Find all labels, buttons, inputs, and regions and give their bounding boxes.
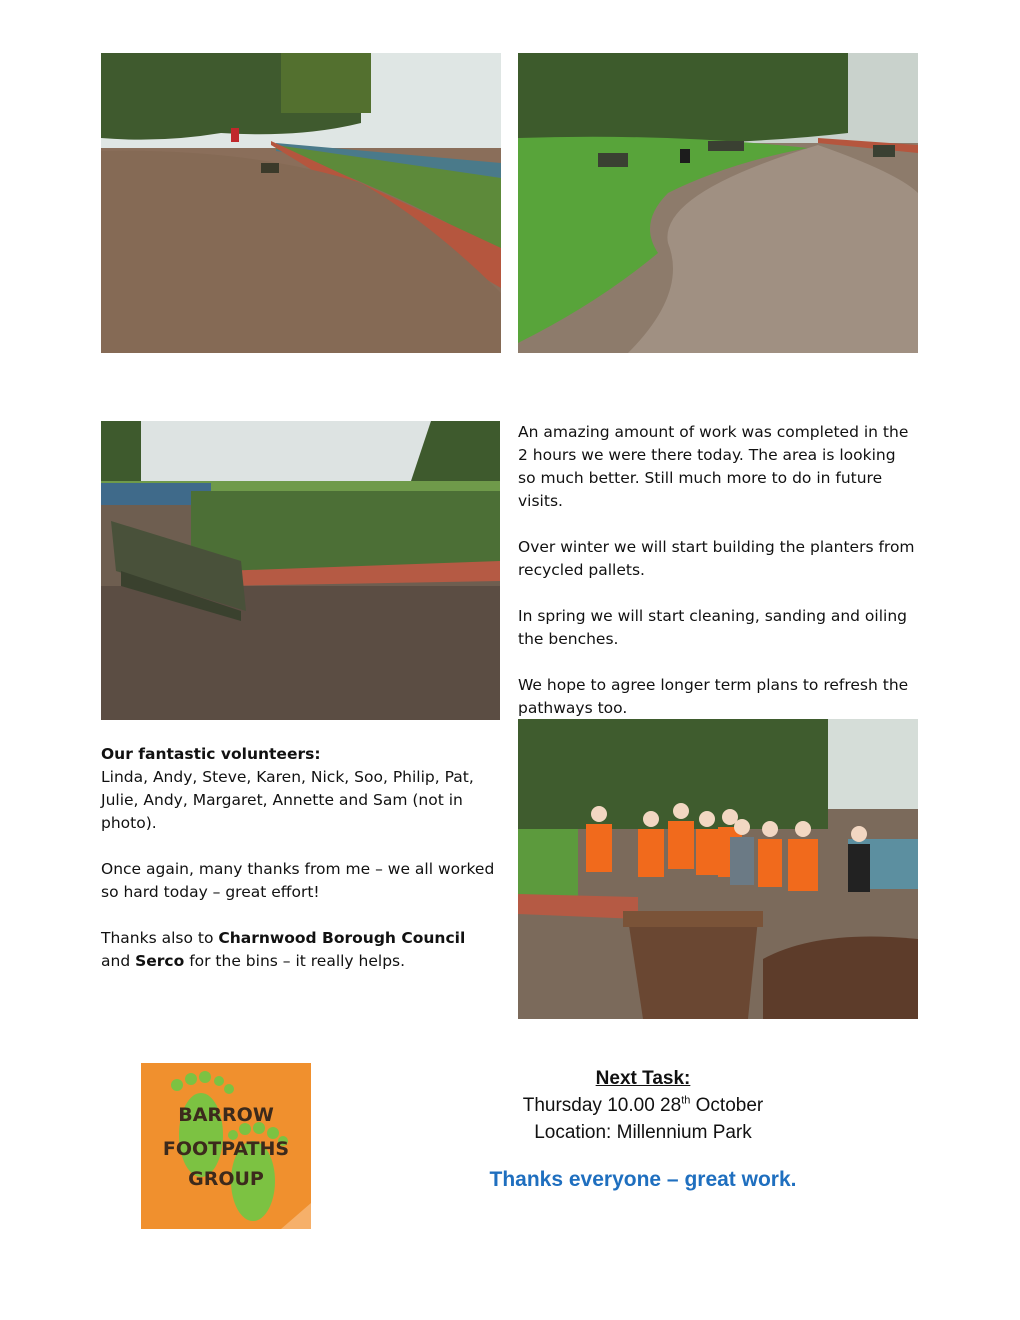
bins-suffix: for the bins – it really helps. xyxy=(184,952,406,970)
photo-canal-path xyxy=(101,53,501,353)
next-task-day-time: Thursday 10.00 28 xyxy=(522,1095,682,1116)
thanks-paragraph: Once again, many thanks from me – we all worked so hard today – great effort! xyxy=(101,860,495,901)
photo-volunteers-group xyxy=(518,719,918,1019)
bins-and: and xyxy=(101,952,136,970)
logo-text-barrow: BARROW xyxy=(178,1104,274,1126)
next-task-ordinal: th xyxy=(681,1094,691,1107)
update-text xyxy=(518,421,918,743)
next-task-date xyxy=(460,1092,826,1119)
next-task-location: Location: Millennium Park xyxy=(534,1122,752,1143)
serco-name: Serco xyxy=(135,952,185,970)
next-task-month: October xyxy=(690,1095,764,1116)
volunteers-names: Linda, Andy, Steve, Karen, Nick, Soo, Philip, Pat, Julie, Andy, Margaret, Annette and Sam (not in photo). xyxy=(101,768,474,832)
photo-park-benches xyxy=(518,53,918,353)
volunteers-text xyxy=(101,743,496,996)
volunteers-heading: Our fantastic volunteers: xyxy=(101,745,321,763)
paragraph-winter: Over winter we will start building the planters from recycled pallets. xyxy=(518,538,915,579)
logo-text-footpaths: FOOTPATHS xyxy=(162,1138,290,1160)
logo-text-group: GROUP xyxy=(188,1168,264,1190)
closing-thanks: Thanks everyone – great work. xyxy=(489,1168,797,1191)
volunteers-paragraph xyxy=(101,743,496,835)
paragraph-work-done: An amazing amount of work was completed in the 2 hours we were there today. The area is looking so much better. Still much more to do in future visits. xyxy=(518,423,909,510)
next-task-block xyxy=(460,1065,826,1146)
next-task-heading: Next Task: xyxy=(595,1068,691,1089)
paragraph-spring: In spring we will start cleaning, sanding and oiling the benches. xyxy=(518,607,907,648)
photo-bench-canal xyxy=(101,421,500,720)
paragraph-pathways: We hope to agree longer term plans to refresh the pathways too. xyxy=(518,676,909,717)
bins-prefix: Thanks also to xyxy=(101,929,219,947)
bins-paragraph xyxy=(101,927,496,973)
barrow-footpaths-logo xyxy=(141,1063,311,1229)
council-name: Charnwood Borough Council xyxy=(218,929,466,947)
